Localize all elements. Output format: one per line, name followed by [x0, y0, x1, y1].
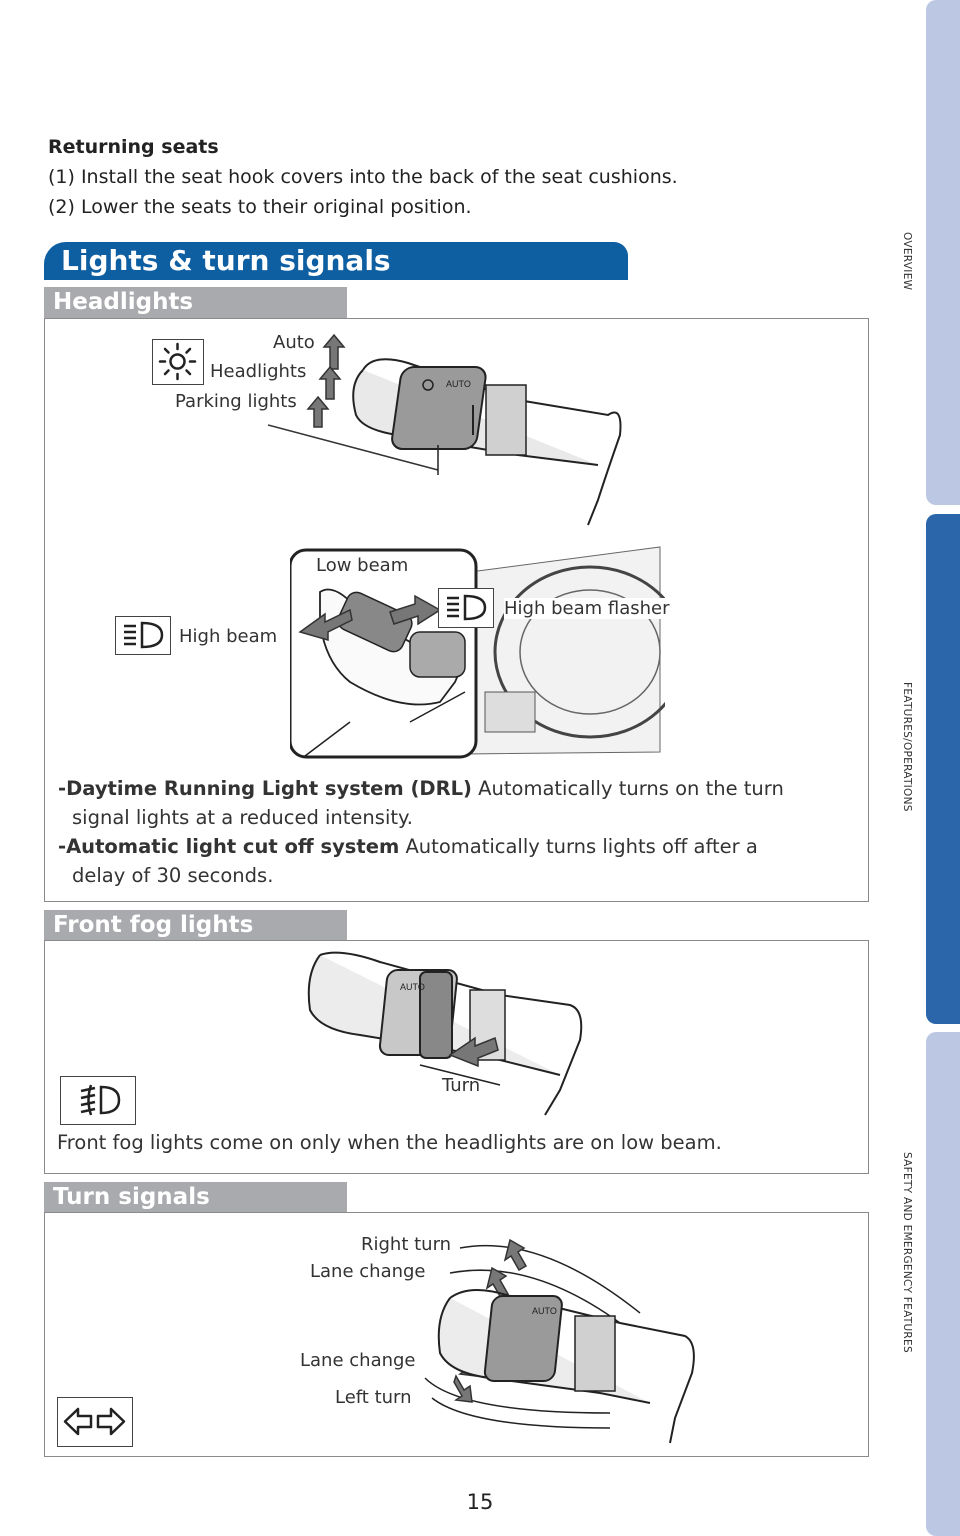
label-lane-change-up: Lane change — [310, 1261, 426, 1282]
svg-text:AUTO: AUTO — [532, 1306, 557, 1316]
label-lane-change-down: Lane change — [300, 1350, 416, 1371]
turn-signals-header: Turn signals — [44, 1182, 347, 1213]
label-parking-lights: Parking lights — [175, 391, 297, 412]
intro-step-1: (1) Install the seat hook covers into the back of the seat cushions. — [48, 166, 678, 188]
tab-overview-label: OVERVIEW — [901, 232, 913, 291]
cutoff-text-2: delay of 30 seconds. — [72, 864, 274, 887]
tab-overview[interactable] — [926, 0, 960, 505]
headlight-switch-icon — [152, 339, 204, 385]
drl-title: -Daytime Running Light system (DRL) — [58, 777, 472, 800]
label-high-beam-flasher: High beam flasher — [504, 598, 670, 619]
label-low-beam: Low beam — [316, 555, 409, 576]
tab-safety-label: SAFETY AND EMERGENCY FEATURES — [901, 1152, 913, 1353]
headlights-header: Headlights — [44, 287, 347, 318]
intro-title: Returning seats — [48, 136, 219, 158]
label-auto: Auto — [273, 332, 315, 353]
label-right-turn: Right turn — [361, 1234, 452, 1255]
label-left-turn: Left turn — [335, 1387, 412, 1408]
fog-description: Front fog lights come on only when the headlights are on low beam. — [57, 1131, 722, 1154]
tab-features-label: FEATURES/OPERATIONS — [901, 682, 913, 812]
intro-step-2: (2) Lower the seats to their original position. — [48, 196, 472, 218]
headlights-notes — [58, 774, 848, 890]
intro-block — [48, 132, 678, 222]
cutoff-text: Automatically turns lights off after a — [405, 835, 758, 858]
label-high-beam: High beam — [179, 626, 278, 647]
drl-text-2: signal lights at a reduced intensity. — [72, 806, 413, 829]
turn-signal-icon — [57, 1397, 133, 1447]
svg-text:AUTO: AUTO — [400, 982, 425, 992]
tab-safety-emergency[interactable] — [926, 1032, 960, 1536]
drl-text: Automatically turns on the turn — [478, 777, 784, 800]
turn-signal-stalk-illustration — [420, 1228, 710, 1448]
label-turn: Turn — [442, 1075, 481, 1096]
label-headlights: Headlights — [210, 361, 307, 382]
section-banner: Lights & turn signals — [44, 242, 628, 280]
page-number: 15 — [466, 1490, 494, 1514]
fog-light-icon — [60, 1076, 136, 1125]
high-beam-icon — [115, 616, 171, 655]
svg-text:AUTO: AUTO — [446, 379, 471, 389]
fog-header: Front fog lights — [44, 910, 347, 941]
headlight-stalk-illustration — [268, 325, 648, 530]
tab-features-operations[interactable] — [926, 514, 960, 1024]
cutoff-title: -Automatic light cut off system — [58, 835, 400, 858]
high-beam-flasher-icon — [438, 588, 494, 628]
